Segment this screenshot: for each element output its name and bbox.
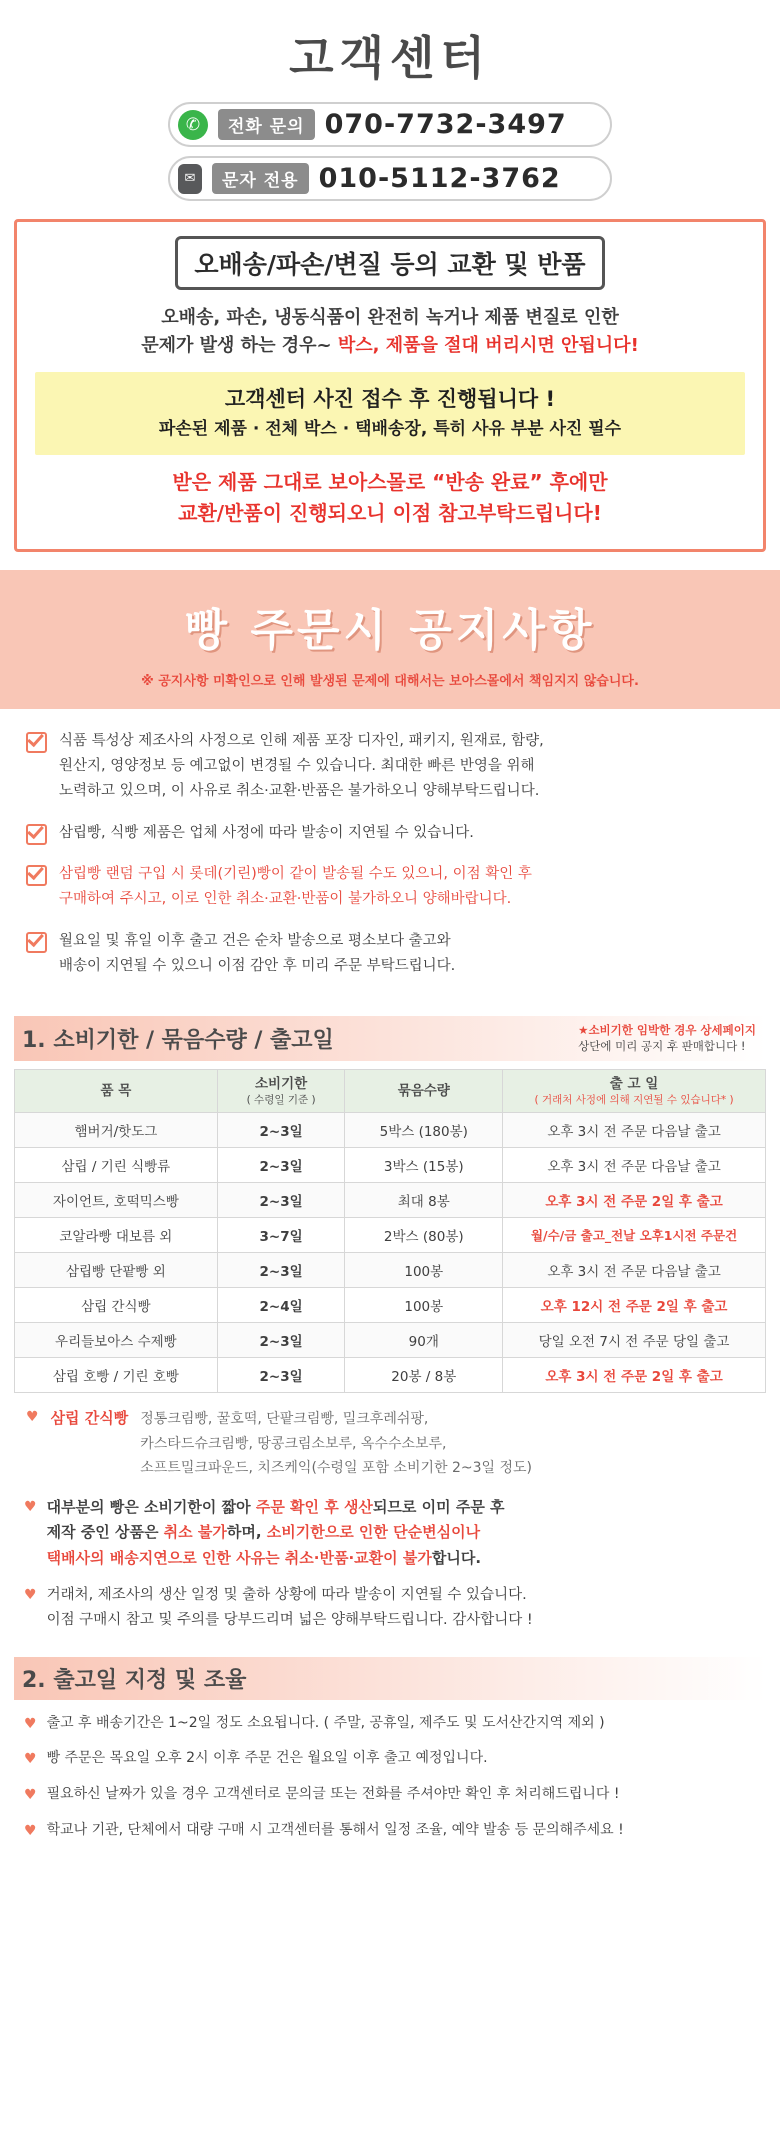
cell-expiry: 2~4일 [217,1288,345,1323]
bullet-seg-red: 취소 불가 [163,1523,227,1542]
bullet-line [47,1495,505,1521]
section-2-list [0,1700,780,1881]
notice-line: 배송이 지연될 수 있으니 이점 감안 후 미리 주문 부탁드립니다. [59,958,456,975]
section-2-title: 2. 출고일 지정 및 조율 [22,1667,247,1693]
list-item [26,821,754,846]
cell-expiry: 2~3일 [217,1183,345,1218]
cell-expiry: 2~3일 [217,1148,345,1183]
cell-shipping: 오후 3시 전 주문 다음날 출고 [503,1113,766,1148]
notice-subtitle: ※ 공지사항 미확인으로 인해 발생된 문제에 대해서는 보아스몰에서 책임지지 않습니다. [141,673,639,689]
bullet-text: 빵 주문은 목요일 오후 2시 이후 주문 건은 월요일 이후 출고 예정입니다. [46,1750,488,1767]
section-2-header [14,1657,766,1700]
table-header-row [15,1069,766,1112]
bullet-seg: 제작 중인 상품은 [46,1523,164,1542]
notice-line: 삼립빵, 식빵 제품은 업체 사정에 따라 발송이 지연될 수 있습니다. [59,824,474,841]
cell-item: 삼립 호빵 / 기린 호빵 [15,1358,218,1393]
section-1-title: 1. 소비기한 / 묶음수량 / 출고일 [22,1027,334,1053]
col-expiry [217,1069,345,1112]
cell-shipping: 오후 12시 전 주문 2일 후 출고 [503,1288,766,1323]
bullet-seg: 하며, [226,1523,267,1542]
table-row [15,1113,766,1148]
schedule-table [14,1069,766,1393]
col-bundle-label: 묶음수량 [397,1082,450,1099]
col-bundle [345,1069,503,1112]
cell-expiry: 2~3일 [217,1113,345,1148]
bullet-line [47,1520,505,1546]
bullet-line: 이점 구매시 참고 및 주의를 당부드리며 넓은 양해부탁드립니다. 감사합니다 ! [46,1611,533,1628]
cell-item: 우리들보아스 수제빵 [15,1323,218,1358]
heart-icon: ♥ [24,1822,37,1839]
section-1-note-line-2: 상단에 미리 공지 후 판매합니다 ! [578,1039,746,1054]
bullet-seg: 합니다. [431,1548,482,1567]
bullet-item [24,1747,756,1771]
exchange-line-2 [29,332,751,360]
list-item [26,729,754,805]
check-icon [26,824,47,845]
cell-shipping: 오후 3시 전 주문 2일 후 출고 [503,1183,766,1218]
notice-line: 식품 특성상 제조사의 사정으로 인해 제품 포장 디자인, 패키지, 원재료, 함량, [59,732,544,749]
exchange-red-note [29,467,751,529]
heart-icon: ♥ [26,1409,39,1426]
contact-number: 070-7732-3497 [324,109,567,140]
contact-tag: 문자 전용 [212,163,309,194]
exchange-heading: 오배송/파손/변질 등의 교환 및 반품 [175,236,604,290]
bullet-seg: 되므로 이미 주문 후 [372,1497,505,1516]
notice-line: 삼립빵 랜덤 구입 시 롯데(기린)빵이 같이 발송될 수도 있으니, 이점 확인 후 [59,866,532,883]
heart-icon: ♥ [24,1751,37,1768]
cell-expiry: 2~3일 [217,1358,345,1393]
cell-expiry: 2~3일 [217,1253,345,1288]
snack-bread-list [0,1393,780,1485]
col-item-label: 품 목 [100,1082,132,1099]
snack-items [140,1407,532,1481]
page-title: 고객센터 [289,31,491,85]
notice-line: 구매하여 주시고, 이로 인한 취소·교환·반품이 불가하오니 양해바랍니다. [59,891,512,908]
exchange-red-line-1: 받은 제품 그대로 보아스몰로 “반송 완료” 후에만 [172,469,608,494]
cell-bundle: 100봉 [345,1253,503,1288]
notice-line: 월요일 및 휴일 이후 출고 건은 순차 발송으로 평소보다 출고와 [59,932,451,949]
cell-shipping: 오후 3시 전 주문 다음날 출고 [503,1148,766,1183]
cell-item: 삼립빵 단팥빵 외 [15,1253,218,1288]
bullet-text: 학교나 기관, 단체에서 대량 구매 시 고객센터를 통해서 일정 조율, 예약 발송 등 문의해주세요 ! [46,1821,624,1838]
check-icon [26,732,47,753]
cell-bundle: 20봉 / 8봉 [345,1358,503,1393]
message-icon: ✉ [178,164,202,194]
section-1-header [14,1016,766,1061]
col-shipping-sub: ( 거래처 사정에 의해 지연될 수 있습니다* ) [534,1094,734,1107]
col-shipping [503,1069,766,1112]
bullet-item [24,1495,756,1572]
exchange-line-1: 오배송, 파손, 냉동식품이 완전히 녹거나 제품 변질로 인한 [161,307,619,328]
heart-icon: ♥ [24,1787,37,1804]
notice-title: 빵 주문시 공지사항 [184,604,596,656]
contact-list [0,102,780,201]
cell-item: 햄버거/핫도그 [15,1113,218,1148]
bullet-text: 필요하신 날짜가 있을 경우 고객센터로 문의글 또는 전화를 주셔야만 확인 후 처리해드립니다 ! [46,1786,620,1803]
bullet-item [24,1583,756,1632]
bullet-line [47,1546,505,1572]
bullet-text: 출고 후 배송기간은 1~2일 정도 소요됩니다. ( 주말, 공휴일, 제주도 및 도서산간지역 제외 ) [46,1714,605,1731]
snack-line: 소프트밀크파운드, 치즈케익(수령일 포함 소비기한 2~3일 정도) [140,1460,532,1477]
bullet-item [24,1819,756,1843]
heart-icon: ♥ [24,1498,37,1515]
exchange-red-line-2: 교환/반품이 진행되오니 이점 참고부탁드립니다! [178,500,602,525]
table-row [15,1183,766,1218]
list-item [26,862,754,913]
contact-number: 010-5112-3762 [318,163,561,194]
bullet-seg: 대부분의 빵은 소비기한이 짧아 [46,1497,256,1516]
list-item [26,929,754,980]
snack-label: 삼립 간식빵 [50,1409,129,1428]
cell-expiry: 3~7일 [217,1218,345,1253]
cell-bundle: 90개 [345,1323,503,1358]
cell-shipping: 월/수/금 출고_전날 오후1시전 주문건 [503,1218,766,1253]
cell-bundle: 3박스 (15봉) [345,1148,503,1183]
bullet-item [24,1712,756,1736]
col-shipping-label: 출 고 일 [609,1075,659,1092]
notice-banner [0,570,780,709]
bullet-text [47,1495,505,1572]
bullet-seg-red: 택배사의 배송지연으로 인한 사유는 취소·반품·교환이 불가 [46,1548,432,1567]
table-row [15,1358,766,1393]
cell-expiry: 2~3일 [217,1323,345,1358]
section-1-note [578,1022,756,1055]
section-1-bullets [0,1485,780,1651]
exchange-yellow-note [35,372,745,455]
cell-shipping: 당일 오전 7시 전 주문 당일 출고 [503,1323,766,1358]
table-row [15,1288,766,1323]
cell-bundle: 100봉 [345,1288,503,1323]
cell-item: 삼립 간식빵 [15,1288,218,1323]
check-icon [26,932,47,953]
exchange-return-box [14,219,766,552]
bullet-line: 거래처, 제조사의 생산 일정 및 출하 상황에 따라 발송이 지연될 수 있습니다. [46,1587,527,1604]
notice-item-text [59,862,532,913]
notice-item-text [59,729,544,805]
cell-item: 삼립 / 기린 식빵류 [15,1148,218,1183]
bullet-item [24,1783,756,1807]
exchange-line-2-highlight: 박스, 제품을 절대 버리시면 안됩니다! [337,334,639,356]
contact-row-phone [168,102,612,147]
cell-bundle: 2박스 (80봉) [345,1218,503,1253]
notice-line: 원산지, 영양정보 등 예고없이 변경될 수 있습니다. 최대한 빠른 반영을 위해 [59,757,535,774]
table-row [15,1253,766,1288]
notice-line: 노력하고 있으며, 이 사유로 취소·교환·반품은 불가하오니 양해부탁드립니다. [59,783,540,800]
cell-shipping: 오후 3시 전 주문 다음날 출고 [503,1253,766,1288]
cell-bundle: 5박스 (180봉) [345,1113,503,1148]
cell-bundle: 최대 8봉 [345,1183,503,1218]
notice-item-text [59,821,474,846]
table-row [15,1148,766,1183]
notice-list [0,709,780,1010]
phone-icon: ✆ [178,110,208,140]
exchange-line-2-prefix: 문제가 발생 하는 경우~ [141,334,338,356]
table-row [15,1323,766,1358]
section-1-note-line-1: ★소비기한 임박한 경우 상세페이지 [578,1022,756,1037]
check-icon [26,865,47,886]
cell-item: 자이언트, 호떡믹스빵 [15,1183,218,1218]
notice-item-text [59,929,455,980]
exchange-yellow-bottom: 파손된 제품 · 전체 박스 · 택배송장, 특히 사유 부분 사진 필수 [158,419,622,440]
col-item [15,1069,218,1112]
col-expiry-sub: ( 수령일 기준 ) [246,1094,316,1107]
cell-shipping: 오후 3시 전 주문 2일 후 출고 [503,1358,766,1393]
snack-line: 카스타드슈크림빵, 땅콩크림소보루, 옥수수소보루, [140,1435,447,1452]
exchange-yellow-top: 고객센터 사진 접수 후 진행됩니다 ! [224,386,556,411]
cell-item: 코알라빵 대보름 외 [15,1218,218,1253]
heart-icon: ♥ [24,1587,37,1604]
contact-tag: 전화 문의 [218,109,315,140]
bullet-text [47,1583,533,1632]
snack-line: 정통크림빵, 꿀호떡, 단팥크림빵, 밀크후레쉬팡, [140,1411,429,1428]
table-row [15,1218,766,1253]
heart-icon: ♥ [24,1715,37,1732]
bullet-seg-red: 주문 확인 후 생산 [255,1497,373,1516]
contact-row-sms [168,156,612,201]
bullet-seg-red: 소비기한으로 인한 단순변심이나 [266,1523,481,1542]
col-expiry-label: 소비기한 [255,1075,308,1092]
